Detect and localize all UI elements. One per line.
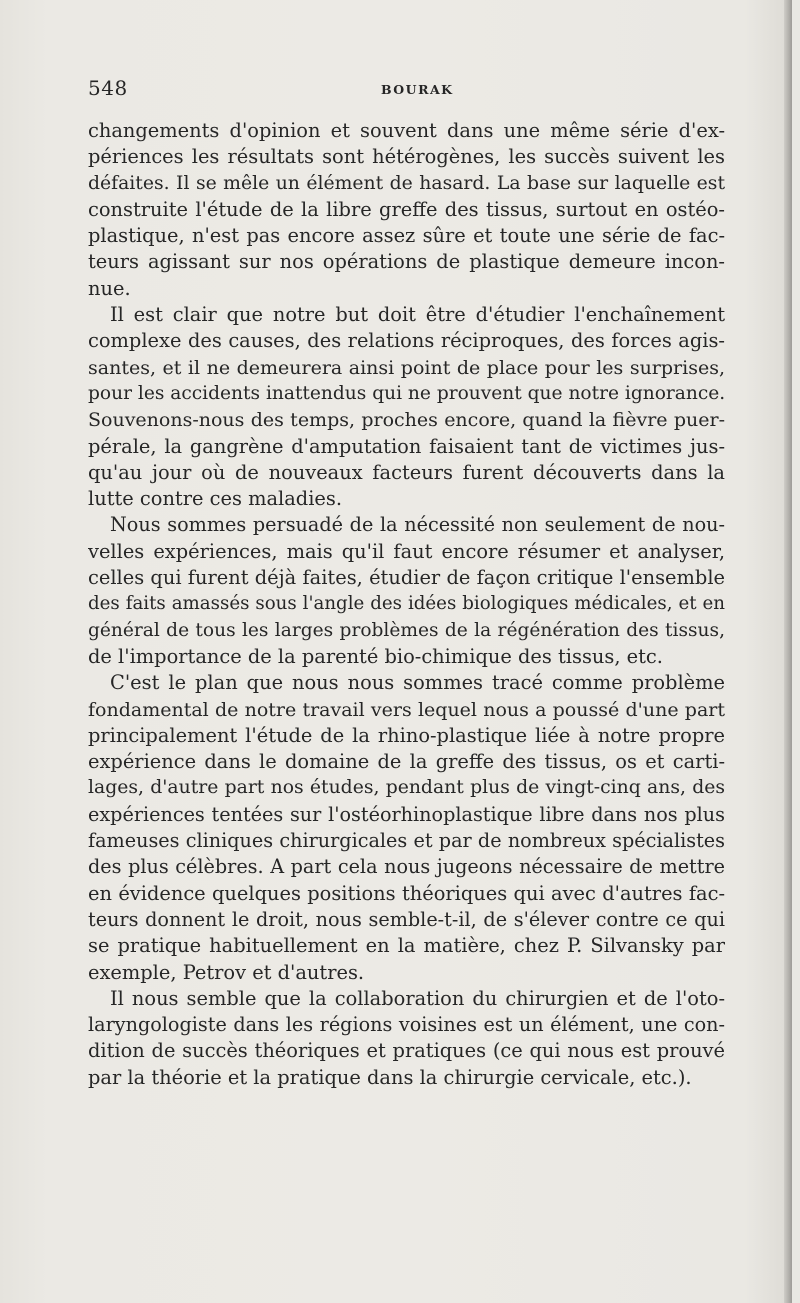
text-line: teurs donnent le droit, nous semble-t-il, de s'élever contre ce qui <box>88 907 725 931</box>
text-line: expérience dans le domaine de la greffe des tissus, os et carti- <box>88 750 725 774</box>
text-line: des faits amassés sous l'angle des idées biologiques médicales, et en <box>88 593 725 615</box>
text-line: santes, et il ne demeurera ainsi point de place pour les surprises, <box>88 356 725 379</box>
paragraph <box>88 118 725 302</box>
text-line: Souvenons-nous des temps, proches encore, quand la fièvre puer- <box>88 409 725 432</box>
text-line: teurs agissant sur nos opérations de plastique demeure incon- <box>88 250 725 274</box>
text-line: pour les accidents inattendus qui ne prouvent que notre ignorance. <box>88 382 725 404</box>
text-line: principalement l'étude de la rhino-plastique liée à notre propre <box>88 723 725 747</box>
text-line: celles qui furent déjà faites, étudier de façon critique l'ensemble <box>88 566 725 590</box>
text-line: fameuses cliniques chirurgicales et par de nombreux spécialistes <box>88 829 725 853</box>
paragraph <box>88 302 725 512</box>
text-line: plastique, n'est pas encore assez sûre et toute une série de fac- <box>88 224 725 248</box>
text-line: lutte contre ces maladies. <box>88 487 343 511</box>
text-line: Il nous semble que la collaboration du chirurgien et de l'oto- <box>110 986 725 1010</box>
text-line: velles expériences, mais qu'il faut encore résumer et analyser, <box>88 539 725 563</box>
page-edge-shadow <box>784 0 792 1303</box>
text-line: défaites. Il se mêle un élément de hasard. La base sur laquelle est <box>88 172 725 194</box>
text-line: lages, d'autre part nos études, pendant plus de vingt-cinq ans, des <box>88 777 725 799</box>
paragraph <box>88 986 725 1091</box>
paragraph <box>88 512 725 670</box>
text-line: construite l'étude de la libre greffe des tissus, surtout en ostéo- <box>88 197 725 221</box>
text-line: complexe des causes, des relations réciproques, des forces agis- <box>88 329 725 353</box>
text-line: laryngologiste dans les régions voisines est un élément, une con- <box>88 1013 725 1037</box>
running-head: BOURAK <box>381 82 454 97</box>
text-line: des plus célèbres. A part cela nous jugeons nécessaire de mettre <box>88 855 725 879</box>
text-line: périences les résultats sont hétérogènes, les succès suivent les <box>88 145 725 169</box>
text-line: de l'importance de la parenté bio-chimique des tissus, etc. <box>88 644 663 668</box>
text-line: général de tous les larges problèmes de la régénération des tissus, <box>88 619 725 641</box>
page-number: 548 <box>88 76 128 100</box>
text-line: pérale, la gangrène d'amputation faisaient tant de victimes jus- <box>88 434 725 458</box>
text-line: fondamental de notre travail vers lequel nous a poussé d'une part <box>88 698 725 721</box>
text-line: nue. <box>88 276 131 300</box>
text-line: C'est le plan que nous nous sommes tracé comme problème <box>110 671 725 695</box>
text-line: qu'au jour où de nouveaux facteurs furent découverts dans la <box>88 460 725 484</box>
text-line: exemple, Petrov et d'autres. <box>88 960 365 984</box>
page-header <box>88 76 725 102</box>
text-line: expériences tentées sur l'ostéorhinoplastique libre dans nos plus <box>88 802 725 826</box>
text-line: dition de succès théoriques et pratiques (ce qui nous est prouvé <box>88 1039 725 1063</box>
paragraph <box>88 670 725 986</box>
text-line: Nous sommes persuadé de la nécessité non seulement de nou- <box>110 513 725 537</box>
text-line: Il est clair que notre but doit être d'étudier l'enchaînement <box>110 303 725 327</box>
text-line: par la théorie et la pratique dans la chirurgie cervicale, etc.). <box>88 1065 692 1089</box>
text-line: se pratique habituellement en la matière, chez P. Silvansky par <box>88 934 725 958</box>
text-line: changements d'opinion et souvent dans une même série d'ex- <box>88 119 725 142</box>
text-line: en évidence quelques positions théoriques qui avec d'autres fac- <box>88 881 725 905</box>
body-text <box>88 118 725 1091</box>
